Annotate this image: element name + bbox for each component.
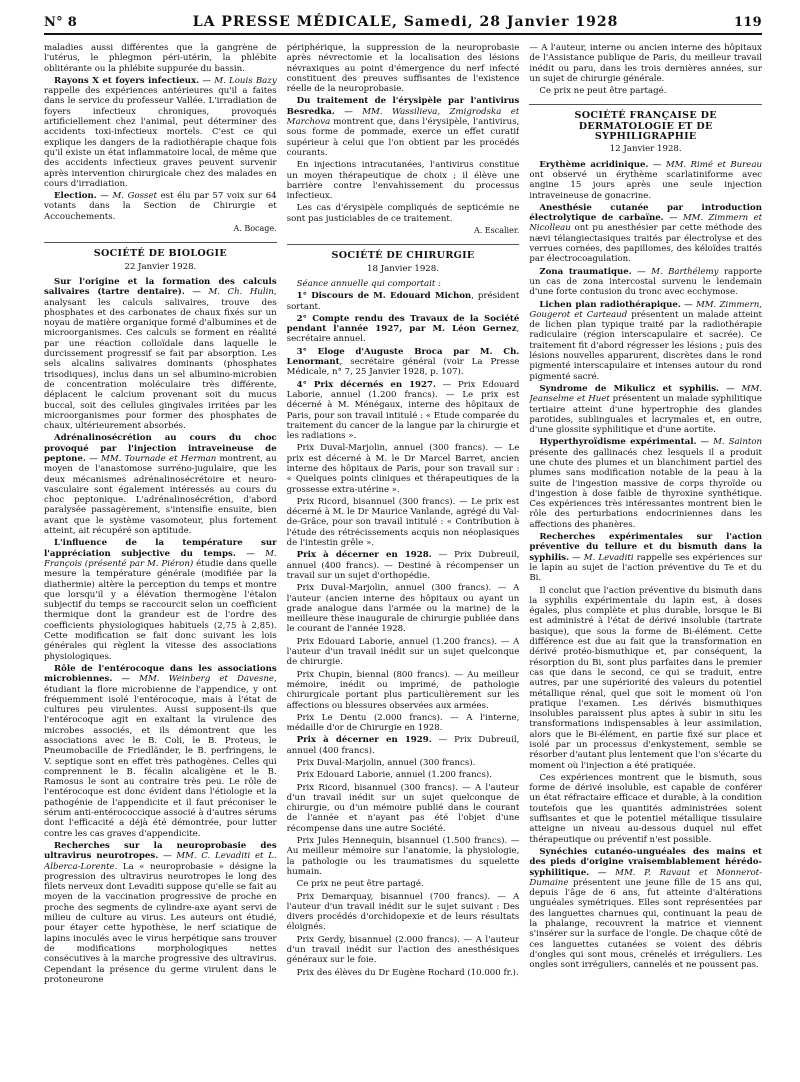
article-title: 3° Eloge d'Auguste Broca par M. Ch. Lenormant	[286, 346, 520, 368]
column-2	[287, 43, 520, 1063]
article-body: montrent que, dans l'érysipèle, l'antivirus, sous forme de pommade, exerce un effet curatif supérieur à celui que l'on obtient par les procédés courants.	[286, 117, 520, 158]
section-heading: SOCIÉTÉ DE CHIRURGIE	[287, 244, 520, 261]
paragraph	[44, 841, 277, 985]
article-title: Erythème acridinique.	[539, 159, 649, 170]
paragraph: Séance annuelle qui comportait :	[296, 278, 441, 289]
paragraph	[529, 532, 762, 583]
paragraph: En injections intracutanées, l'antivirus constitue un moyen thérapeutique de choix ; il élève une barrière contre l'envahissement du processus infectieux.	[286, 160, 520, 202]
article-author: — M. Louis Bazy	[202, 75, 277, 86]
page-header	[44, 14, 762, 35]
paragraph: périphérique, la suppression de la neuroprobasie après névrectomie et la localisation des lésions névraxiques au point d'émergence du nerf infecté constituent des preuves suffisantes de l'existence réelle de la neuroprobasie.	[286, 43, 520, 95]
article-author: — MM. Weinberg et Davesne	[121, 674, 274, 685]
article-body: présente des gallinacés chez lesquels il a produit une chute des plumes et un blanchiment partiel des plumes sans modification notable de la peau à la suite de l'ingestion massive de corps thyroïde ou d'ingestion à dose faible de thyroxine synthétique. Ces expériences très intéressantes montrent bien le rôle des perturbations endocriniennes dans les affections des phanères.	[529, 447, 762, 530]
article-author: — MM. Zimmern et Nicolleau	[529, 213, 762, 234]
column-1	[44, 43, 277, 1063]
article-title: Rayons X et foyers infectieux.	[54, 75, 200, 86]
signature: A. Bocage.	[233, 224, 277, 234]
article-title: Du traitement de l'érysipèle par l'antivirus Besredka.	[286, 96, 520, 117]
article-body: rappelle ses expériences sur le lapin au sujet de l'action préventive du Te et du Bi.	[529, 552, 762, 584]
article-title: Prix à décerner en 1929.	[296, 735, 432, 746]
paragraph: Ce prix ne peut être partagé.	[539, 86, 667, 97]
article-title: Prix à décerner en 1928.	[296, 550, 432, 561]
paragraph: maladies aussi différentes que la gangrène de l'utérus, le phlegmon péri-utérin, la phlébite oblitérante ou la phlébite suppurée du bassin.	[44, 43, 277, 74]
paragraph	[44, 433, 277, 536]
article-author: — MM. C. Levaditi et L. Alberca-Lorente	[44, 851, 277, 872]
article-title: Rôle de l'entérocoque dans les associations microbiennes.	[44, 663, 277, 685]
article-body: , secrétaire annuel.	[286, 324, 520, 345]
issue-number: N° 8	[44, 15, 78, 30]
article-author: — M. Levaditi	[572, 552, 634, 563]
paragraph	[44, 277, 277, 431]
article-body: est élu par 57 voix sur 64 votants dans la Section de Chirurgie et Accouchements.	[44, 191, 277, 222]
article-title: Lichen plan radiothérapique.	[539, 299, 681, 310]
article-body: montrent, au moyen de l'anastomose surréno-jugulaire, que les deux mécanismes adrénalinosécrétoire et neuro-vasculaire sont également intéressés au cours du choc peptonique. L'adrénalinosécrétion, d'abord paralysée passagèrement, s'intensifie ensuite, bien avant que le système vasomoteur, plus fortement atteint, ait récupéré son aptitude.	[44, 453, 277, 537]
article-body: , secrétaire général (voir La Presse Médicale, n° 7, 25 Janvier 1928, p. 107).	[286, 357, 520, 378]
paragraph	[287, 314, 520, 345]
article-body: ont pu anesthésier par cette méthode des nævi télangiectasiques traités par électrolyse et des verrues cornées, des papillomes, des kéloïdes traités par électrocoagulation.	[529, 223, 762, 265]
paragraph	[529, 267, 762, 298]
article-author: — MM. Tournade et Herman	[89, 453, 217, 464]
paragraph	[287, 550, 520, 581]
paragraph: Ces expériences montrent que le bismuth, sous forme de dérivé insoluble, est capable de conférer un état réfractaire efficace et durable, à la condition toutefois que les quantités administrées soient suffisantes et que le potentiel métallique tissulaire atteigne un niveau au-dessous duquel nul effet thérapeutique ou préventif n'est possible.	[529, 772, 762, 845]
paragraph: Prix Duval-Marjolin, annuel (300 francs).	[296, 758, 476, 768]
article-author: — MM. P. Ravaut et Monnerot-Dumaine	[529, 867, 762, 888]
paragraph	[287, 380, 520, 442]
section-date: 22 Janvier 1928.	[124, 261, 197, 272]
article-body: ont observé un érythème scarlatiniforme avec angine 15 jours après une seule injection intraveineuse de gonacrine.	[529, 169, 762, 201]
paragraph	[529, 384, 762, 435]
article-title: Syndrome de Mikulicz et syphilis.	[539, 383, 720, 394]
paragraph	[287, 347, 520, 378]
paragraph	[44, 76, 277, 189]
article-title: Adrénalinosécrétion au cours du choc provoqué par l'injection intraveineuse de peptone.	[44, 433, 277, 464]
paragraph: Prix Demarquay, bisannuel (700 francs). — A l'auteur d'un travail inédit sur le sujet suivant : Des divers procédés d'orchidopexie et de leurs résultats éloignés.	[286, 891, 520, 933]
journal-title: LA PRESSE MÉDICALE, Samedi, 28 Janvier 1928	[192, 14, 619, 30]
paragraph: Prix Le Dentu (2.000 francs). — A l'interne, médaille d'or de Chirurgie en 1928.	[286, 712, 520, 734]
paragraph: Il conclut que l'action préventive du bismuth dans la syphilis expérimentale du lapin est, à doses égales, plus complète et plus durable, lorsque le Bi est administré à l'état de dérivé insoluble (tartrate basique), que sous la forme de Bi-élément. Cette différence est due au fait que la transformation en dérivé protéo-bismuthique et, par conséquent, la résorption du Bi, sont plus parfaites dans le premier cas que dans le second, ce qui se traduit, entre autres, par une supériorité des valeurs du potentiel métallique rénal, quel que soit le moment où l'on pratique l'examen. Les dérivés bismuthiques insolubles paraissent plus aptes à subir in situ les transformations indispensables à leur assimilation, alors que le Bi-élément, en partie fixé sur place et isolé par un processus d'enkystement, semble se résorber d'autant plus lentement que l'on s'écarte du moment où l'injection a été pratiquée.	[529, 585, 762, 771]
paragraph: Prix Ricord, bisannuel (300 francs). — Le prix est décerné à M. le Dr Maurice Vanlande, agrégé du Val-de-Grâce, pour son travail intitulé : « Contribution à l'étude des rétrécissements acquis non néoplasiques de l'intestin grêle ».	[286, 496, 520, 549]
article-title: 4° Prix décernés en 1927.	[296, 379, 436, 390]
paragraph	[44, 191, 277, 222]
section-heading: SOCIÉTÉ DE BIOLOGIE	[44, 242, 277, 259]
paragraph	[529, 437, 762, 530]
paragraph	[287, 96, 520, 158]
article-author: — M. Sainton	[700, 437, 762, 448]
article-body: — Prix Dubreuil, annuel (400 francs). — Destiné à récompenser un travail sur un sujet d'orthopédie.	[286, 550, 520, 581]
article-author: — MM. Wassilieva, Zmigrodska et Marchova	[286, 106, 520, 128]
article-title: Hyperthyroïdisme expérimental.	[539, 437, 697, 448]
article-body: , président sortant.	[286, 291, 520, 312]
paragraph: Ce prix ne peut être partagé.	[296, 879, 424, 890]
article-author: — M. Gosset	[100, 191, 158, 202]
paragraph: Les cas d'érysipèle compliqués de septicémie ne sont pas justiciables de ce traitement.	[286, 203, 520, 224]
article-title: Anesthésie cutanée par introduction électrolytique de carbaïne.	[529, 202, 762, 224]
article-author: — M. Ch. Hulin	[192, 287, 274, 298]
section-date: 18 Janvier 1928.	[367, 263, 439, 274]
section-heading: SOCIÉTÉ FRANÇAISE DE DERMATOLOGIE ET DE SYPHILIGRAPHIE	[529, 104, 762, 142]
article-body: présentent un malade syphilitique tertiaire atteint d'une hypertrophie des glandes parotides, sublinguales et lacrymales et, en outre, d'une glossite syphilitique et d'une aortite.	[529, 394, 762, 436]
article-body: — Prix Dubreuil, annuel (400 francs).	[286, 735, 520, 756]
paragraph	[529, 160, 762, 201]
article-author: — M. François (présenté par M. Piéron)	[44, 548, 277, 569]
article-body: présentent un malade atteint de lichen plan typique traité par la radiothérapie radiculaire (région interscapulaire et sacrée). Ce traitement fit d'abord régresser les lésions ; puis des lésions nouvelles apparurent, discrètes dans le rond pigmenté interscapulaire et intenses autour du rond pigmenté sacré.	[529, 309, 762, 382]
article-title: Zona traumatique.	[539, 266, 632, 277]
paragraph: Prix Jules Hennequin, bisannuel (1.500 francs). — Au meilleur mémoire sur l'anatomie, la physiologie, la pathologie ou les traumatismes du squelette humain.	[286, 836, 520, 877]
paragraph: — A l'auteur, interne ou ancien interne des hôpitaux de l'Assistance publique de Paris, du meilleur travail inédit ou paru, dans les trois dernières années, sur un sujet de chirurgie générale.	[529, 43, 762, 84]
article-body: étudie dans quelle mesure la température générale (modifiée par la diathermie) altère la perception du temps et montre que lorsqu'il y a élévation thermogène l'étalon subjectif du temps se raccourcit selon un coefficient thermique dont la grandeur est de l'ordre des coefficients physiologiques habituels (2,75 à 2,85). Cette modification se fait donc suivant les lois générales qui règlent la vitesse des associations physiologiques.	[44, 558, 277, 662]
paragraph	[287, 735, 520, 756]
article-body: — Prix Edouard Laborie, annuel (1.200 francs). — Le prix est décerné à M. Ménégaux, interne des hôpitaux de Paris, pour son travail intitulé : « Etude comparée du traitement du cancer de la langue par la chirurgie et les radiations ».	[286, 379, 520, 442]
article-title: Recherches expérimentales sur l'action préventive du tellure et du bismuth dans la syphilis.	[529, 532, 762, 563]
paragraph	[44, 538, 277, 662]
article-title: Synéchies cutanéo-unguéales des mains et des pieds d'origine vraisemblablement hérédo-syphilitique.	[529, 846, 762, 878]
article-author: — MM. Zimmern, Gougerot et Carteaud	[529, 299, 762, 320]
article-body: , étudiant la flore microbienne de l'appendice, y ont fréquemment isolé l'entérocoque, mais à l'état de cultures peu virulentes. Aussi supposent-ils que l'entérocoque agit en exaltant la virulence des microbes associés, et ils démontrent que les associations avec le B. Coli, le B. Proteus, le Pneumobacille de Friedländer, le B. perfringens, le V. septique sont en effet très pathogènes. Celles qui comprennent le B. fécalin alcaligène et le B. Ramosus le sont au contraire très peu. Le rôle de l'entérocoque est donc évident dans l'étiologie et la pathogénie de l'appendicite et il faut préconiser le sérum anti-entérococcique associé à d'autres sérums dont l'efficacité a déjà été démontrée, pour lutter contre les cas graves d'appendicite.	[44, 674, 277, 839]
paragraph: Prix Ricord, bisannuel (300 francs). — A l'auteur d'un travail inédit sur un sujet quelconque de chirurgie, ou d'un mémoire publié dans le courant de l'année et n'ayant pas été l'objet d'une récompense dans une autre Société.	[286, 782, 520, 834]
article-title: Sur l'origine et la formation des calculs salivaires (tartre dentaire).	[44, 276, 277, 298]
article-body: présentent une jeune fille de 15 ans qui, depuis l'âge de 6 ans, fut atteinte d'altérations unguéales symétriques. Elles sont représentées par des languettes charnues qui, continuant la peau de la phalange, recouvrent la matrice et viennent s'insérer sur la surface de l'ongle. De chaque côté de ces languettes cutanées se voient des débris d'ongles qui sont mous, crénelés et irréguliers. Les ongles sont irréguliers, cannelés et ne poussent pas.	[529, 877, 762, 971]
paragraph: Prix Edouard Laborie, annuel (1.200 francs).	[296, 770, 492, 781]
article-author: — MM. Rimé et Bureau	[652, 159, 762, 170]
paragraph: Prix Duval-Marjolin, annuel (300 francs). — Le prix est décerné à M. le Dr Marcel Barret, ancien interne des hôpitaux de Paris, pour son travail sur : « Quelques points cliniques et thérapeutiques de la grossesse extra-utérine ».	[286, 443, 520, 495]
paragraph	[529, 847, 762, 971]
columns	[44, 43, 762, 1063]
paragraph: Prix Gerdy, bisannuel (2.000 francs). — A l'auteur d'un travail inédit sur l'action des anesthésiques généraux sur le foie.	[286, 934, 520, 966]
paragraph: Prix Duval-Marjolin, annuel (300 francs). — A l'auteur (ancien interne des hôpitaux ou ayant un grade analogue dans l'armée ou la marine) de la meilleure thèse inaugurale de chirurgie publiée dans le courant de l'année 1928.	[286, 583, 520, 635]
signature: A. Escalier.	[473, 226, 520, 236]
article-author: — M. Barthélemy	[637, 266, 719, 277]
article-title: L'influence de la température sur l'appréciation subjective du temps.	[44, 538, 277, 559]
paragraph: Prix Chupin, biennal (800 francs). — Au meilleur mémoire, inédit ou imprimé, de pathologie chirurgicale portant plus particulièrement sur les affections ou blessures observées aux armées.	[286, 669, 520, 711]
article-title: 1° Discours de M. Edouard Michon	[296, 291, 472, 302]
paragraph: Prix Edouard Laborie, annuel (1.200 francs). — A l'auteur d'un travail inédit sur un sujet quelconque de chirurgie.	[286, 636, 520, 668]
article-body: rapporte un cas de zona intercostal survenu le lendemain d'une forte contusion du tronc avec ecchymose.	[529, 266, 762, 298]
article-title: Recherches sur la neuroprobasie des ultravirus neurotropes.	[44, 840, 277, 862]
article-author: — MM. Jeanselme et Huet	[529, 383, 762, 405]
paragraph	[529, 300, 762, 382]
paragraph	[287, 291, 520, 312]
article-title: 2° Compte rendu des Travaux de la Société pendant l'année 1927, par M. Léon Gernez	[286, 313, 520, 335]
article-body: rappelle des expériences antérieures qu'il a faites dans le service du professeur Vallée. L'irradiation de foyers infectieux chroniques, provoqués artificiellement chez l'animal, peut déterminer des accidents toxi-infectieux mortels. C'est ce qui explique les dangers de la radiothérapie chaque fois qu'il existe un état inflammatoire local, de même que des accidents infectieux graves peuvent survenir après intervention chirurgicale chez des malades en cours d'irradiation.	[44, 86, 277, 189]
paragraph: Prix des élèves du Dr Eugène Rochard (10.000 fr.).	[296, 967, 519, 978]
section-date: 12 Janvier 1928.	[609, 144, 682, 155]
article-body: . La « neuroprobasie » désigne la progression des ultravirus neurotropes le long des filets nerveux dont Levaditi suppose qu'elle se fait au moyen de la vaccination progressive de proche en proche des segments de cylindre-axe ayant servi de milieu de culture au virus. Les auteurs ont étudié, pour étayer cette hypothèse, le nerf sciatique de lapins inoculés avec le virus herpétique sans trouver de modifications morphologiques nettes consécutives à la marche progressive des ultravirus. Cependant la présence du germe virulent dans le protoneurone	[44, 861, 277, 985]
paragraph	[44, 664, 277, 839]
article-body: , analysant les calculs salivaires, trouve des phosphates et des carbonates de chaux fixés sur un noyau de matière organique formé d'albumines et de microorganismes. Ces calculs se forment en réalité par une réaction colloïdale dans laquelle le durcissement progressif se fait par absorption. Les sels alcalins salivaires dominants (phosphates trisodiques), inclus dans un sel albumino-microbien de concentration moléculaire très différente, déplacent le calcium provenant soit du mucus buccal, soit des cellules gingivales irritées par les microorganismes pour former des phosphates de chaux, ultérieurement absorbés.	[44, 287, 277, 432]
page-number: 119	[733, 15, 762, 30]
column-3	[529, 43, 762, 1063]
article-title: Election.	[54, 191, 97, 202]
paragraph	[529, 203, 762, 265]
